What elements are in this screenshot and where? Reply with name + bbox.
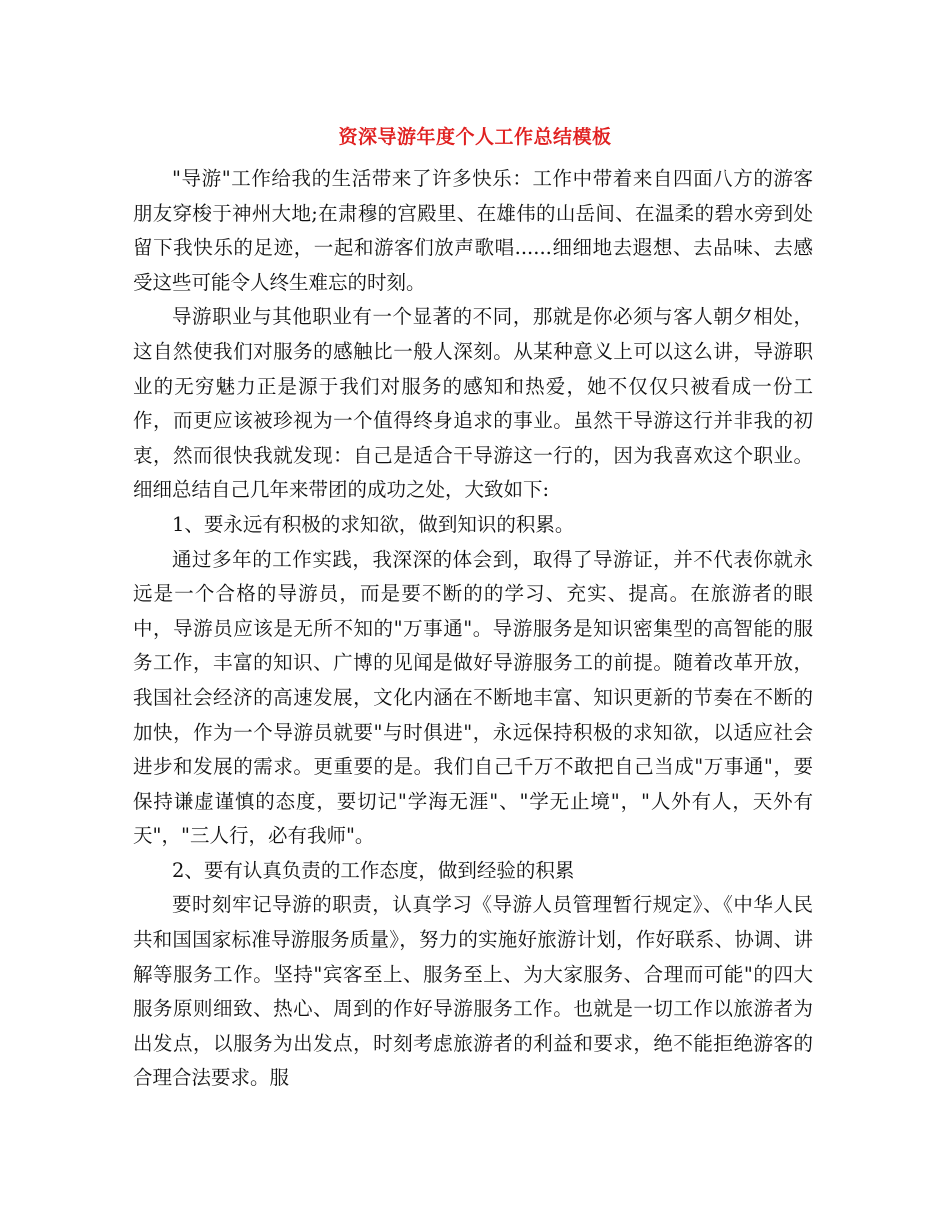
paragraph-attitude: 要时刻牢记导游的职责，认真学习《导游人员管理暂行规定》、《中华人民共和国国家标准导游服务质量》，努力的实施好旅游计划，作好联系、协调、讲解等服务工作。坚持"宾客至上、服务至上、为大家服务、合理而可能"的四大服务原则细致、热心、周到的作好导游服务工作。也就是一切工作以旅游者为出发点，以服务为出发点，时刻考虑旅游者的利益和要求，绝不能拒绝游客的合理合法要求。服 [133, 893, 813, 1090]
paragraph-knowledge: 通过多年的工作实践，我深深的体会到，取得了导游证，并不代表你就永远是一个合格的导游员，而是要不断的的学习、充实、提高。在旅游者的眼中，导游员应该是无所不知的"万事通"。导游服务是知识密集型的高智能的服务工作，丰富的知识、广博的见闻是做好导游服务工的前提。随着改革开放，我国社会经济的高速发展，文化内涵在不断地丰富、知识更新的节奏在不断的加快，作为一个导游员就要"与时俱进"，永远保持积极的求知欲，以适应社会进步和发展的需求。更重要的是。我们自己千万不敢把自己当成"万事通"，要保持谦虚谨慎的态度，要切记"学海无涯"、"学无止境"，"人外有人，天外有天"，"三人行，必有我师"。 [133, 547, 813, 848]
document-title: 资深导游年度个人工作总结模板 [338, 126, 612, 148]
document-body [133, 162, 813, 1096]
section-heading-knowledge: 1、要永远有积极的求知欲，做到知识的积累。 [172, 512, 575, 536]
paragraph-career: 导游职业与其他职业有一个显著的不同，那就是你必须与客人朝夕相处，这自然使我们对服务的感触比一般人深刻。从某种意义上可以这么讲，导游职业的无穷魅力正是源于我们对服务的感知和热爱，她不仅仅只被看成一份工作，而更应该被珍视为一个值得终身追求的事业。虽然干导游这行并非我的初衷，然而很快我就发现：自己是适合干导游这一行的，因为我喜欢这个职业。细细总结自己几年来带团的成功之处，大致如下: [133, 305, 813, 502]
section-heading-attitude: 2、要有认真负责的工作态度，做到经验的积累 [172, 858, 575, 882]
paragraph-intro: "导游"工作给我的生活带来了许多快乐：工作中带着来自四面八方的游客朋友穿梭于神州大地;在肃穆的宫殿里、在雄伟的山岳间、在温柔的碧水旁到处留下我快乐的足迹，一起和游客们放声歌唱......细细地去遐想、去品味、去感受这些可能令人终生难忘的时刻。 [133, 167, 813, 294]
